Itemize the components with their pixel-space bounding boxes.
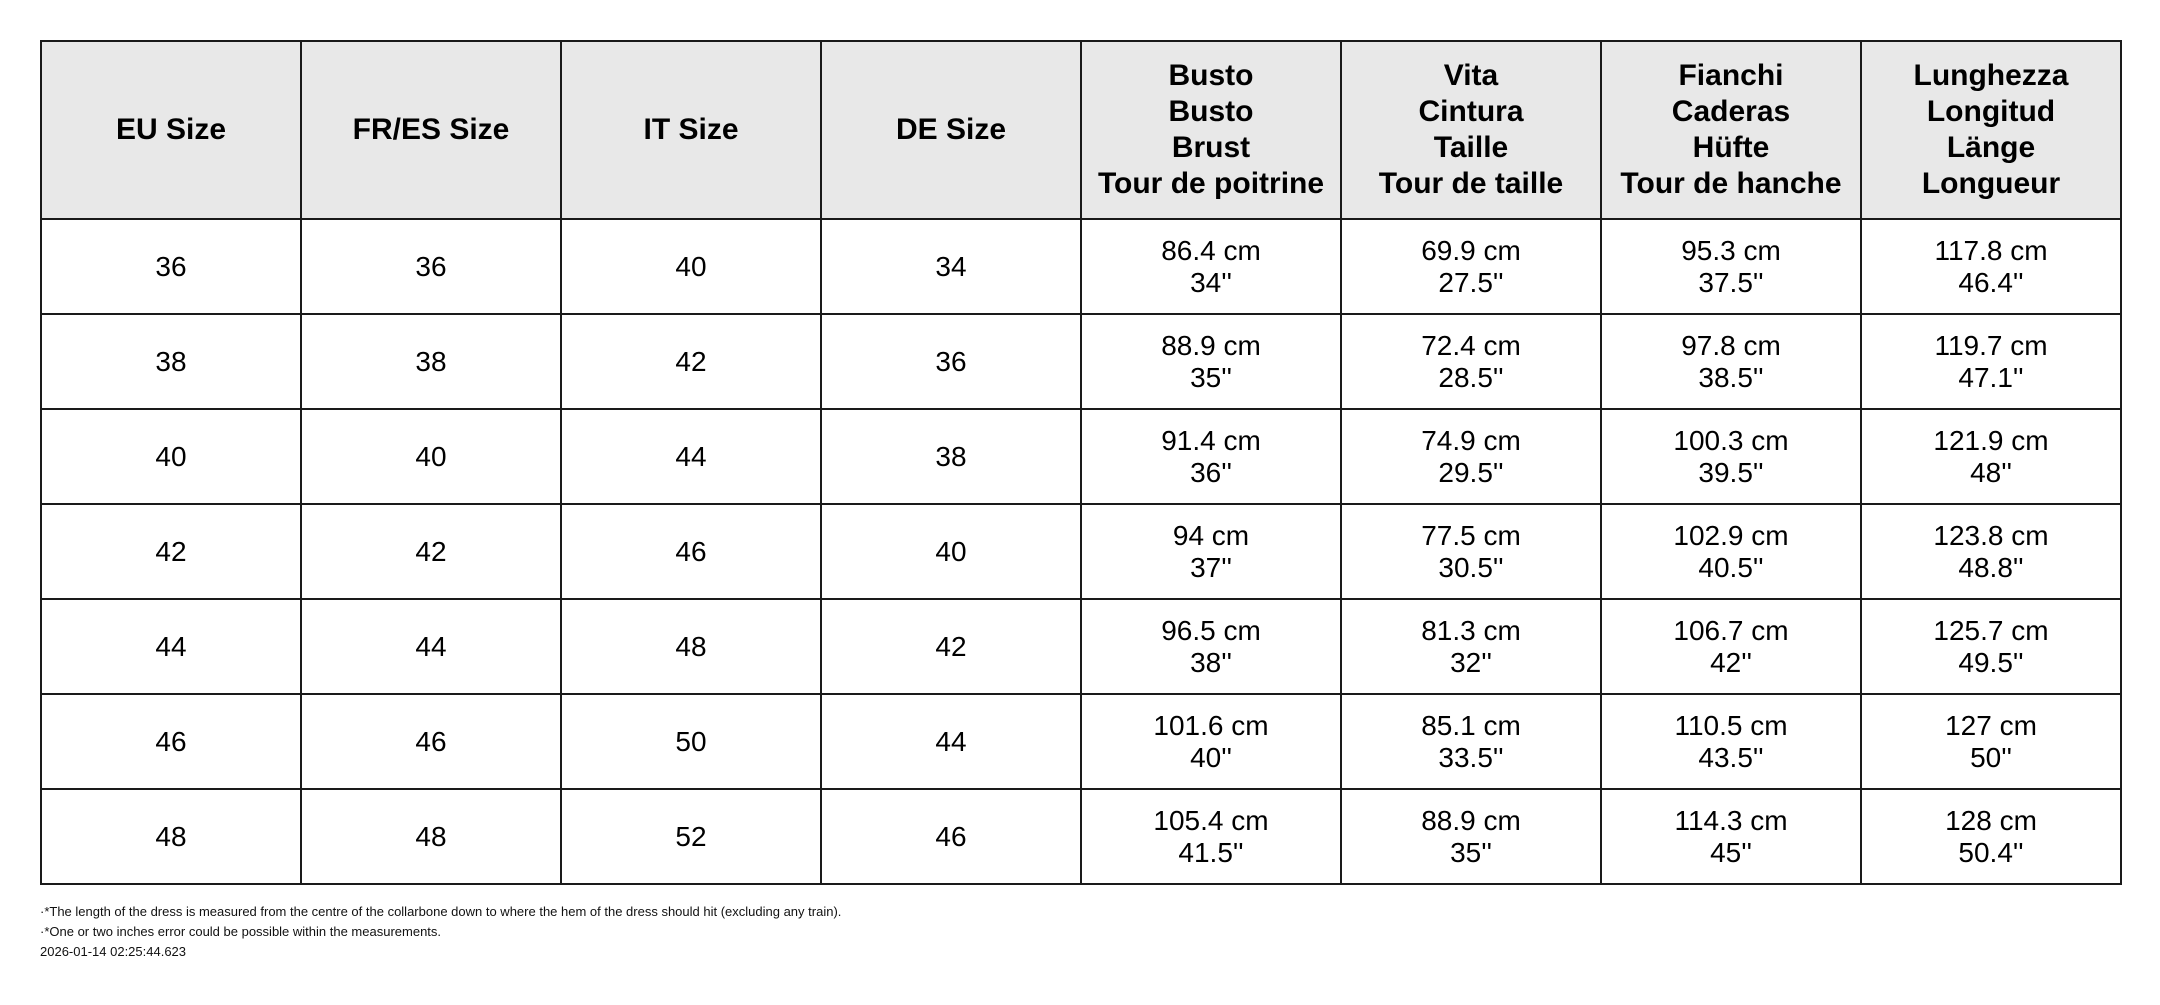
- cell-value: 36: [415, 250, 447, 282]
- cell-value: 49.5'': [1958, 646, 2024, 678]
- table-cell: [561, 789, 821, 884]
- column-header-label: Tour de taille: [1378, 167, 1564, 200]
- column-header: [301, 41, 561, 219]
- table-cell: [301, 599, 561, 694]
- cell-value: 32'': [1450, 646, 1492, 678]
- table-cell: [821, 409, 1081, 504]
- cell-value: 48: [415, 820, 447, 852]
- table-cell: [1081, 314, 1341, 409]
- table-row: [41, 314, 2121, 409]
- table-cell: [821, 789, 1081, 884]
- timestamp: 2026-01-14 02:25:44.623: [40, 944, 187, 959]
- table-cell: [41, 599, 301, 694]
- cell-value: 38: [935, 440, 967, 472]
- cell-value: 77.5 cm: [1421, 519, 1521, 551]
- cell-value: 40: [415, 440, 447, 472]
- cell-value: 110.5 cm: [1674, 709, 1788, 741]
- table-cell: [1601, 219, 1861, 314]
- cell-value: 88.9 cm: [1421, 804, 1521, 836]
- cell-value: 105.4 cm: [1153, 804, 1269, 836]
- column-header: [1081, 41, 1341, 219]
- column-header-label: Taille: [1433, 131, 1509, 164]
- cell-value: 85.1 cm: [1421, 709, 1521, 741]
- table-cell: [561, 599, 821, 694]
- column-header-label: Lunghezza: [1913, 59, 2069, 92]
- cell-value: 96.5 cm: [1161, 614, 1261, 646]
- table-cell: [821, 599, 1081, 694]
- cell-value: 40.5'': [1698, 551, 1764, 583]
- cell-value: 91.4 cm: [1161, 424, 1261, 456]
- table-cell: [561, 409, 821, 504]
- table-cell: [1341, 409, 1601, 504]
- table-body: [41, 219, 2121, 884]
- table-cell: [1861, 219, 2121, 314]
- table-cell: [821, 314, 1081, 409]
- cell-value: 38: [155, 345, 187, 377]
- cell-value: 38'': [1190, 646, 1232, 678]
- cell-value: 40: [675, 250, 707, 282]
- table-cell: [1601, 409, 1861, 504]
- cell-value: 38: [415, 345, 447, 377]
- cell-value: 33.5'': [1438, 741, 1504, 773]
- cell-value: 42: [155, 535, 187, 567]
- table-cell: [1861, 314, 2121, 409]
- table-cell: [301, 789, 561, 884]
- table-cell: [301, 409, 561, 504]
- table-cell: [1601, 314, 1861, 409]
- cell-value: 47.1'': [1958, 361, 2024, 393]
- column-header-label: EU Size: [115, 113, 227, 146]
- table-row: [41, 219, 2121, 314]
- footnotes: [40, 902, 841, 962]
- column-header-label: Hüfte: [1692, 131, 1770, 164]
- table-row: [41, 694, 2121, 789]
- cell-value: 44: [415, 630, 447, 662]
- cell-value: 48'': [1970, 456, 2012, 488]
- column-header: [41, 41, 301, 219]
- cell-value: 94 cm: [1172, 519, 1250, 551]
- cell-value: 50: [675, 725, 707, 757]
- cell-value: 36'': [1190, 456, 1232, 488]
- footnote-measurement-error: ·*One or two inches error could be possible within the measurements.: [40, 924, 442, 939]
- cell-value: 45'': [1710, 836, 1752, 868]
- table-cell: [561, 504, 821, 599]
- cell-value: 34: [935, 250, 967, 282]
- cell-value: 42: [675, 345, 707, 377]
- table-cell: [41, 314, 301, 409]
- cell-value: 40: [155, 440, 187, 472]
- column-header-label: Tour de poitrine: [1097, 167, 1325, 200]
- cell-value: 38.5'': [1698, 361, 1764, 393]
- cell-value: 42: [415, 535, 447, 567]
- table-cell: [1861, 504, 2121, 599]
- cell-value: 36: [155, 250, 187, 282]
- table-cell: [1861, 599, 2121, 694]
- cell-value: 114.3 cm: [1674, 804, 1788, 836]
- cell-value: 50'': [1970, 741, 2012, 773]
- cell-value: 102.9 cm: [1673, 519, 1789, 551]
- cell-value: 46: [935, 820, 967, 852]
- table-cell: [301, 314, 561, 409]
- table-row: [41, 789, 2121, 884]
- cell-value: 106.7 cm: [1673, 614, 1789, 646]
- cell-value: 50.4'': [1958, 836, 2024, 868]
- column-header-label: FR/ES Size: [352, 113, 510, 146]
- table-cell: [561, 219, 821, 314]
- column-header-label: Tour de hanche: [1620, 167, 1842, 200]
- column-header-label: DE Size: [895, 113, 1007, 146]
- size-chart-table: [40, 40, 2122, 885]
- cell-value: 40: [935, 535, 967, 567]
- table-cell: [1081, 789, 1341, 884]
- column-header-label: Caderas: [1671, 95, 1791, 128]
- cell-value: 39.5'': [1698, 456, 1764, 488]
- cell-value: 117.8 cm: [1934, 234, 2048, 266]
- table-cell: [301, 219, 561, 314]
- cell-value: 42'': [1710, 646, 1752, 678]
- cell-value: 69.9 cm: [1421, 234, 1521, 266]
- table-cell: [41, 409, 301, 504]
- cell-value: 97.8 cm: [1681, 329, 1781, 361]
- column-header-label: Vita: [1443, 59, 1499, 92]
- table-cell: [821, 219, 1081, 314]
- column-header: [1861, 41, 2121, 219]
- cell-value: 95.3 cm: [1681, 234, 1781, 266]
- cell-value: 123.8 cm: [1933, 519, 2049, 551]
- cell-value: 34'': [1190, 266, 1232, 298]
- table-cell: [821, 504, 1081, 599]
- table-cell: [1341, 599, 1601, 694]
- cell-value: 125.7 cm: [1933, 614, 2049, 646]
- cell-value: 44: [935, 725, 967, 757]
- cell-value: 30.5'': [1438, 551, 1504, 583]
- cell-value: 119.7 cm: [1934, 329, 2048, 361]
- table-cell: [561, 314, 821, 409]
- table-cell: [41, 504, 301, 599]
- cell-value: 46: [675, 535, 707, 567]
- table-cell: [1601, 789, 1861, 884]
- table-cell: [1081, 219, 1341, 314]
- table-cell: [1601, 504, 1861, 599]
- table-row: [41, 409, 2121, 504]
- table-cell: [1861, 409, 2121, 504]
- table-cell: [1081, 694, 1341, 789]
- table-cell: [1861, 694, 2121, 789]
- table-cell: [821, 694, 1081, 789]
- footnote-dress-length: ·*The length of the dress is measured from the centre of the collarbone down to where the hem of the dress should hit (excluding any train).: [40, 904, 842, 919]
- column-header: [821, 41, 1081, 219]
- cell-value: 46.4'': [1958, 266, 2024, 298]
- column-header: [1341, 41, 1601, 219]
- cell-value: 46: [155, 725, 187, 757]
- cell-value: 36: [935, 345, 967, 377]
- table-header: [41, 41, 2121, 219]
- cell-value: 35'': [1450, 836, 1492, 868]
- table-cell: [41, 694, 301, 789]
- column-header-label: Fianchi: [1678, 59, 1784, 92]
- table-cell: [1861, 789, 2121, 884]
- column-header-label: Busto: [1168, 95, 1254, 128]
- cell-value: 101.6 cm: [1153, 709, 1269, 741]
- cell-value: 44: [675, 440, 707, 472]
- table-cell: [1341, 694, 1601, 789]
- cell-value: 121.9 cm: [1933, 424, 2049, 456]
- column-header-label: Länge: [1946, 131, 2036, 164]
- cell-value: 37.5'': [1698, 266, 1764, 298]
- cell-value: 74.9 cm: [1421, 424, 1521, 456]
- column-header-label: Busto: [1168, 59, 1254, 92]
- column-header: [1601, 41, 1861, 219]
- cell-value: 88.9 cm: [1161, 329, 1261, 361]
- cell-value: 42: [935, 630, 967, 662]
- column-header-label: Cintura: [1418, 95, 1524, 128]
- cell-value: 100.3 cm: [1673, 424, 1789, 456]
- cell-value: 27.5'': [1438, 266, 1504, 298]
- header-row: [41, 41, 2121, 219]
- table-cell: [1341, 504, 1601, 599]
- table-cell: [1081, 599, 1341, 694]
- cell-value: 48.8'': [1958, 551, 2024, 583]
- column-header: [561, 41, 821, 219]
- table-cell: [301, 504, 561, 599]
- cell-value: 29.5'': [1438, 456, 1504, 488]
- cell-value: 48: [155, 820, 187, 852]
- table-cell: [1341, 314, 1601, 409]
- table-cell: [41, 789, 301, 884]
- cell-value: 48: [675, 630, 707, 662]
- cell-value: 46: [415, 725, 447, 757]
- cell-value: 127 cm: [1945, 709, 2037, 741]
- column-header-label: Longitud: [1926, 95, 2056, 128]
- cell-value: 41.5'': [1178, 836, 1244, 868]
- column-header-label: Brust: [1171, 131, 1251, 164]
- cell-value: 37'': [1190, 551, 1232, 583]
- table-cell: [1341, 789, 1601, 884]
- cell-value: 40'': [1190, 741, 1232, 773]
- cell-value: 43.5'': [1698, 741, 1764, 773]
- cell-value: 52: [675, 820, 707, 852]
- cell-value: 81.3 cm: [1421, 614, 1521, 646]
- table-cell: [41, 219, 301, 314]
- column-header-label: Longueur: [1921, 167, 2061, 200]
- table-cell: [1081, 409, 1341, 504]
- table-cell: [301, 694, 561, 789]
- table-row: [41, 599, 2121, 694]
- cell-value: 44: [155, 630, 187, 662]
- cell-value: 35'': [1190, 361, 1232, 393]
- table-cell: [1341, 219, 1601, 314]
- table-cell: [1081, 504, 1341, 599]
- column-header-label: IT Size: [643, 113, 739, 146]
- table-cell: [561, 694, 821, 789]
- cell-value: 128 cm: [1945, 804, 2037, 836]
- cell-value: 28.5'': [1438, 361, 1504, 393]
- table-cell: [1601, 599, 1861, 694]
- table-row: [41, 504, 2121, 599]
- cell-value: 72.4 cm: [1421, 329, 1521, 361]
- cell-value: 86.4 cm: [1161, 234, 1261, 266]
- table-cell: [1601, 694, 1861, 789]
